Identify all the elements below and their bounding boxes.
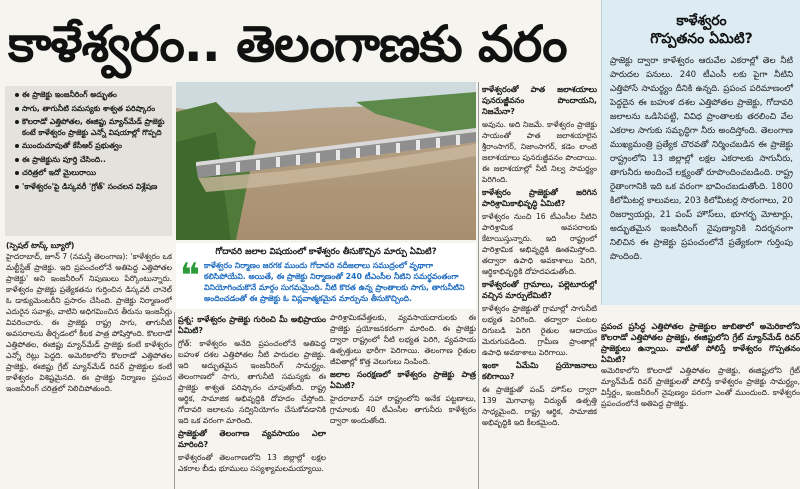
column-3-text: అవును. అది నిజమే. కాళేశ్వరం ప్రాజెక్టు సాయంతో పాత జలాశయాలైన శ్రీరాంసాగర్, నిజాంసాగర్, కడెం లాంటి జలాశయాలు పునరుజ్జీవనం పొందాయి. ఈ జలాశయాల్లో నీటి నిల్వ సామర్థ్యం పెరిగింది. <box>482 120 597 184</box>
column-2b-text: పారిశ్రామికవేత్తలకు, వ్యవసాయదారులకు ఈ ప్రాజెక్టు ప్రయోజనకరంగా మారింది. ఈ ప్రాజెక్టు ద్వారా రాష్ట్రంలో నీటి లభ్యత పెరిగి, వ్యవసాయ ఉత్పత్తులు భారీగా పెరిగాయి. తెలంగాణ రైతుల జీవితాల్లో కొత్త వెలుగులు నింపింది. <box>330 313 476 366</box>
column-3-text-3: కాళేశ్వరం ప్రాజెక్టుతో గ్రామాల్లో సాగునీటి లభ్యత పెరిగింది. తద్వారా పంటల దిగుబడి పెరిగి రైతుల ఆదాయం మెరుగుపడింది. గ్రామీణ ప్రాంతాల్లో ఉపాధి అవకాశాలు పెరిగాయి. <box>482 304 597 357</box>
column-divider <box>478 82 479 489</box>
highlight-item: కొలరాడో ఎత్తిపోతల, ఈజిప్టు మ్యాన్‌మేడ్ ప్రాజెక్టు కంటే కాళేశ్వరం ప్రాజెక్టు ఎన్నో విషయాల్లో గొప్పది <box>15 117 168 138</box>
highlight-item: ముందుచూపుతో కేసీఆర్ ప్రభుత్వం <box>15 141 168 152</box>
column-3-text-4: హైదరాబాద్ సహా రాష్ట్రంలోని అనేక పట్టణాలు, గ్రామాలకు 40 టీఎంసీల తాగునీరు కాళేశ్వరం ద్వారా అందుతోంది. <box>330 394 476 425</box>
article-column-2 <box>178 312 326 489</box>
quote-icon: ❝ <box>180 256 200 296</box>
highlights-box <box>5 86 172 236</box>
highlight-item: చరిత్రలో ఇదో మైలురాయి <box>15 168 168 179</box>
column-1-text: హైదరాబాద్, జూన్ 7 (నమస్తే తెలంగాణ): 'కాళేశ్వరం ఒక మల్టీస్టేజ్ ప్రాజెక్టు. ఇది ప్రపంచంలోనే అతిపెద్ద ఎత్తిపోతల ప్రాజెక్టు' అని ఇంజనీరింగ్ నిపుణులు పేర్కొంటున్నారు. కాళేశ్వరం ప్రాజెక్టు ప్రత్యేకతను గుర్తించిన డిస్కవరీ చానెల్ ఓ డాక్యుమెంటరీని ప్రసారం చేసింది. ప్రాజెక్టు నిర్మాణంలో ఎదురైన సవాళ్లు, వాటిని అధిగమించిన తీరును ఇంజనీర్లు వివరించారు. ఈ ప్రాజెక్టు రాష్ట్ర సాగు, తాగునీటి అవసరాలను తీర్చడంలో కీలక పాత్ర పోషిస్తోంది. కొలరాడో ఎత్తిపోతల, ఈజిప్టు మ్యాన్‌మేడ్ ప్రాజెక్టు కంటే కాళేశ్వరం ఎన్నో రెట్లు పెద్దది. అమెరికాలోని కొలరాడో ఎత్తిపోతల ప్రాజెక్టు, ఈజిప్టు గ్రేట్ మ్యాన్‌మేడ్ రివర్ ప్రాజెక్టుల కంటే కాళేశ్వరం విశిష్టమైనది. ఈ ప్రాజెక్టు నిర్మాణం ప్రపంచ ఇంజనీరింగ్ చరిత్రలో నిలిచిపోతుంది. <box>6 252 172 393</box>
sidebar-title-line1: కాళేశ్వరం <box>676 13 727 29</box>
highlight-item: ఈ ప్రాజెక్టును పూర్తి చేసింది.. <box>15 155 168 166</box>
column-2-subhead-2: ప్రాజెక్టుతో తెలంగాణ వ్యవసాయం ఎలా మారింది? <box>178 429 326 449</box>
column-divider <box>174 312 175 489</box>
sidebar-title-line2: గొప్పతనం ఏమిటి? <box>650 31 753 47</box>
bottom-question: ప్రపంచ ప్రసిద్ధ ఎత్తిపోతల ప్రాజెక్టుల జాబితాలో అమెరికాలోని కొలరాడో ఎత్తిపోతల ప్రాజెక్టు, ఈజిప్టులోని గ్రేట్ మ్యాన్‌మేడ్ రివర్ ప్రాజెక్టులు ఉన్నాయి. వాటితో పోలిస్తే కాళేశ్వరం గొప్పతనం ఏమిటి? <box>601 322 800 364</box>
column-2-text-2: కాళేశ్వరంతో తెలంగాణలోని 13 జిల్లాల్లో లక్షల ఎకరాల బీడు భూములు సస్యశ్యామలమయ్యాయి. <box>178 453 326 473</box>
column-2-subhead: ప్రశ్న: కాళేశ్వరం ప్రాజెక్టు గురించి మీ అభిప్రాయం ఏమిటి? <box>178 315 326 335</box>
column-3-subhead-3: కాళేశ్వరంతో గ్రామాలు, పల్లెటూరుల్లో వచ్చిన మార్పులేమిటి? <box>482 280 597 300</box>
highlight-item: ఈ ప్రాజెక్టు ఇంజనీరింగ్ అద్భుతం <box>15 90 168 101</box>
caption-answer: కాళేశ్వరం నిర్మాణం జరగక ముందు గోదావరి నదీజలాలు సముద్రంలో వృథాగా కలిసిపోయేవి. అయితే, ఈ ప్రాజెక్టు నిర్మాణంతో 240 టీఎంసీల నీటిని సమర్థవంతంగా వినియోగించుకొనే మార్గం సుగమమైంది. నీటి కొరత ఉన్న ప్రాంతాలకు సాగు, తాగునీటిని అందించడంతో ఈ ప్రాజెక్టు ఓ విప్లవాత్మకమైన మార్పును తీసుకొచ్చింది. <box>204 261 465 303</box>
bottom-answer: అమెరికాలోని కొలరాడో ఎత్తిపోతల ప్రాజెక్టు, ఈజిప్టులోని గ్రేట్ మ్యాన్‌మేడ్ రివర్ ప్రాజెక్టులతో పోలిస్తే కాళేశ్వరం ప్రాజెక్టు సామర్థ్యం, విస్తీర్ణం, ఇంజనీరింగ్ నైపుణ్యం పరంగా ఎంతో ముందుంది. కాళేశ్వరం ప్రపంచంలోనే అతిపెద్ద ప్రాజెక్టు. <box>601 366 800 408</box>
sidebar-body: ప్రాజెక్టు ద్వారా కాళేశ్వరం ఆరువేల ఎకరాల్లో తెల నీటి పారుదల పనులు. 240 టీఎంసీ లకు పైగా నీటిని ఎత్తిపోసే సామర్థ్యం దీనికి ఉన్నది. ప్రపంచ పరిమాణంలో పెద్దదైన ఈ బహుళ దశల ఎత్తిపోతల ప్రాజెక్టు, గోదావరి జలాలను ఒడిసిపట్టి, వివిధ ప్రాంతాలకు తరలించి వేల ఎకరాల సాగుకు సమృద్ధిగా నీరు అందిస్తోంది. తెలంగాణ ముఖ్యమంత్రి ప్రత్యేక చొరవతో నిర్మించబడిన ఈ ప్రాజెక్టు రాష్ట్రంలోని 13 జిల్లాల్లో లక్షల ఎకరాలకు సాగునీరు, తాగునీరు అందించే లక్ష్యంతో రూపొందించబడింది. రాష్ట్ర రైతాంగానికి ఇది ఒక వరంగా భావించబడుతోంది. 1800 కిలోమీటర్ల కాలువలు, 203 కిలోమీటర్ల సొరంగాలు, 20 రిజర్వాయర్లు, 21 పంప్ హౌస్‌లు, భూగర్భ మోటార్లు, అద్భుతమైన ఇంజనీరింగ్ నైపుణ్యానికి నిదర్శనంగా నిలిచిన ఈ ప్రాజెక్టు ప్రపంచంలోనే ప్రత్యేకంగా గుర్తింపు పొందింది. <box>610 56 793 262</box>
highlight-item: 'కాళేశ్వరం'పై డిస్కవరీ 'గ్రోత్' సంచలన విశ్లేషణ <box>15 182 168 193</box>
column-3-text-5: ఈ ప్రాజెక్టుతో పంప్ హౌస్‌ల ద్వారా 139 మెగావాట్ల విద్యుత్ ఉత్పత్తి సాధ్యమైంది. రాష్ట్ర ఆర్థిక, సామాజిక అభివృద్ధికి ఇది కీలకమైంది. <box>482 385 597 427</box>
photo-caption <box>176 243 476 309</box>
article-column-2b <box>330 312 476 489</box>
column-3-subhead-5: ఇంకా ఏమేమి ప్రయోజనాలు కలిగాయి? <box>482 361 597 381</box>
column-3-subhead-4: జలాల సంరక్షణలో కాళేశ్వరం ప్రాజెక్టు పాత్ర ఏమిటి? <box>330 370 476 390</box>
article-column-1 <box>6 240 172 489</box>
bottom-qa-box <box>601 321 800 489</box>
column-2-text: గ్రోత్: కాళేశ్వరం అనేది ప్రపంచంలోనే అతిపెద్ద బహుళ దశల ఎత్తిపోతల నీటి పారుదల ప్రాజెక్టు. ఇది అద్భుతమైన ఇంజనీరింగ్ సామర్థ్యం. తెలంగాణలో సాగు, తాగునీటి సమస్యకు ఈ ప్రాజెక్టు శాశ్వత పరిష్కారం చూపుతోంది. రాష్ట్ర ఆర్థిక, సామాజిక అభివృద్ధికి దోహదం చేస్తోంది. గోదావరి జలాలను సద్వినియోగం చేసుకోవడానికి ఇది ఒక వరంగా మారింది. <box>178 339 326 425</box>
sidebar-title <box>602 12 800 48</box>
barrage-photo-image <box>176 82 476 240</box>
caption-question: గోదావరి జలాల విషయంలో కాళేశ్వరం తీసుకొచ్చిన మార్పు ఏమిటి? <box>215 247 437 257</box>
column-3-subhead-2: కాళేశ్వరం ప్రాజెక్టుతో జరిగిన పారిశ్రామికాభివృద్ధి ఏమిటి? <box>482 188 597 208</box>
column-3-text-2: కాళేశ్వరం నుంచి 16 టీఎంసీల నీటిని పారిశ్రామిక అవసరాలకు కేటాయిస్తున్నారు. ఇది రాష్ట్రంలో పారిశ్రామిక అభివృద్ధికి ఊతమిస్తోంది. తద్వారా ఉపాధి అవకాశాలు పెరిగి, ఆర్థికాభివృద్ధికి దోహదపడుతోంది. <box>482 212 597 276</box>
column-3-subhead: కాళేశ్వరంతో పాత జలాశయాలు పునరుజ్జీవనం పొందాయని, నిజమేనా? <box>482 85 597 116</box>
article-column-3 <box>482 82 597 489</box>
headline: కాళేశ్వరం.. తెలంగాణకు వరం <box>8 15 567 73</box>
byline: (స్పెషల్ టాస్క్ బ్యూరో) <box>6 241 75 250</box>
barrage-photo <box>176 82 476 240</box>
sidebar-box <box>601 0 800 305</box>
highlight-item: సాగు, తాగునీటి సమస్యకు శాశ్వత పరిష్కారం <box>15 104 168 115</box>
